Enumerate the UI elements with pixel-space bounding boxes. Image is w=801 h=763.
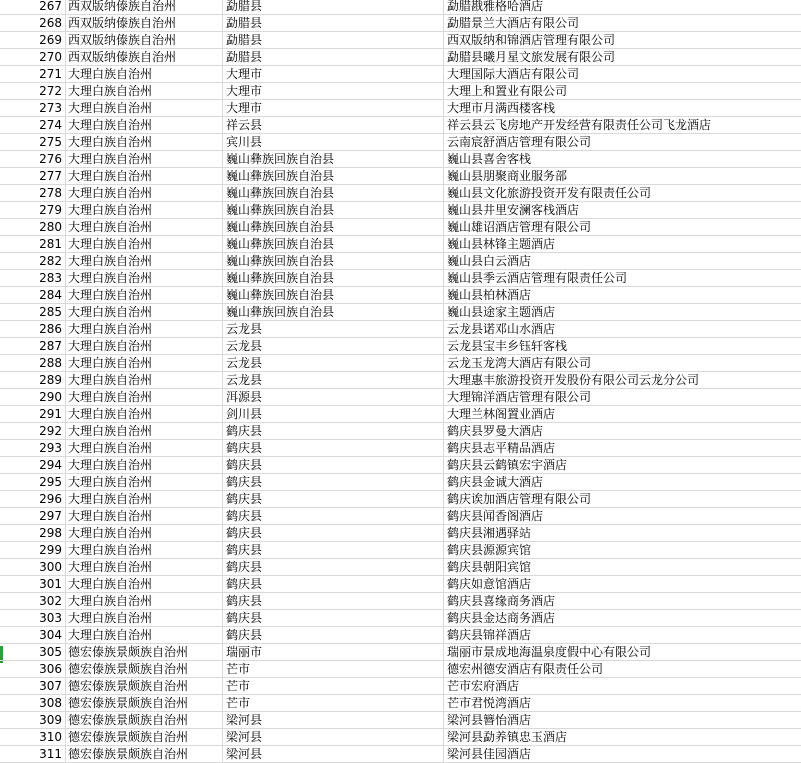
row-number-cell[interactable]: 287 xyxy=(39,339,62,353)
company-name-cell[interactable]: 芒市宏府酒店 xyxy=(447,679,520,693)
prefecture-cell[interactable]: 大理白族自治州 xyxy=(68,441,153,455)
county-cell[interactable]: 鹤庆县 xyxy=(226,458,263,472)
company-name-cell[interactable]: 鹤庆县喜缘商务酒店 xyxy=(447,594,556,608)
row-number-cell[interactable]: 271 xyxy=(39,67,62,81)
county-cell[interactable]: 勐腊县 xyxy=(226,50,263,64)
county-cell[interactable]: 芒市 xyxy=(226,679,251,693)
prefecture-cell[interactable]: 大理白族自治州 xyxy=(68,254,153,268)
table-row[interactable] xyxy=(0,712,801,729)
row-number-cell[interactable]: 307 xyxy=(39,679,62,693)
county-cell[interactable]: 鹤庆县 xyxy=(226,509,263,523)
company-name-cell[interactable]: 云龙县诺邓山水酒店 xyxy=(447,322,556,336)
company-name-cell[interactable]: 鹤庆县湘遇驿站 xyxy=(447,526,532,540)
table-row[interactable] xyxy=(0,168,801,185)
table-row[interactable] xyxy=(0,661,801,678)
prefecture-cell[interactable]: 西双版纳傣族自治州 xyxy=(68,16,177,30)
company-name-cell[interactable]: 巍山县途家主题酒店 xyxy=(447,305,556,319)
company-name-cell[interactable]: 大理国际大酒店有限公司 xyxy=(447,67,580,81)
county-cell[interactable]: 云龙县 xyxy=(226,356,263,370)
table-row[interactable] xyxy=(0,270,801,287)
prefecture-cell[interactable]: 大理白族自治州 xyxy=(68,577,153,591)
row-number-cell[interactable]: 300 xyxy=(39,560,62,574)
prefecture-cell[interactable]: 大理白族自治州 xyxy=(68,288,153,302)
prefecture-cell[interactable]: 大理白族自治州 xyxy=(68,526,153,540)
row-number-cell[interactable]: 301 xyxy=(39,577,62,591)
table-row[interactable] xyxy=(0,151,801,168)
prefecture-cell[interactable]: 大理白族自治州 xyxy=(68,560,153,574)
county-cell[interactable]: 巍山彝族回族自治县 xyxy=(226,305,335,319)
table-row[interactable] xyxy=(0,236,801,253)
company-name-cell[interactable]: 巍山县白云酒店 xyxy=(447,254,532,268)
row-number-cell[interactable]: 285 xyxy=(39,305,62,319)
table-row[interactable] xyxy=(0,627,801,644)
county-cell[interactable]: 鹤庆县 xyxy=(226,543,263,557)
prefecture-cell[interactable]: 大理白族自治州 xyxy=(68,305,153,319)
table-row[interactable] xyxy=(0,406,801,423)
county-cell[interactable]: 洱源县 xyxy=(226,390,263,404)
prefecture-cell[interactable]: 大理白族自治州 xyxy=(68,475,153,489)
table-row[interactable] xyxy=(0,423,801,440)
company-name-cell[interactable]: 鹤庆县闻香阁酒店 xyxy=(447,509,544,523)
prefecture-cell[interactable]: 大理白族自治州 xyxy=(68,407,153,421)
prefecture-cell[interactable]: 德宏傣族景颇族自治州 xyxy=(68,679,189,693)
prefecture-cell[interactable]: 西双版纳傣族自治州 xyxy=(68,0,177,13)
row-number-cell[interactable]: 305 xyxy=(39,645,62,659)
table-row[interactable] xyxy=(0,100,801,117)
company-name-cell[interactable]: 梁河县佳园酒店 xyxy=(447,747,532,761)
company-name-cell[interactable]: 大理市月满西楼客栈 xyxy=(447,101,556,115)
table-row[interactable] xyxy=(0,389,801,406)
table-row[interactable] xyxy=(0,117,801,134)
prefecture-cell[interactable]: 大理白族自治州 xyxy=(68,152,153,166)
prefecture-cell[interactable]: 大理白族自治州 xyxy=(68,458,153,472)
county-cell[interactable]: 巍山彝族回族自治县 xyxy=(226,288,335,302)
prefecture-cell[interactable]: 西双版纳傣族自治州 xyxy=(68,50,177,64)
prefecture-cell[interactable]: 大理白族自治州 xyxy=(68,186,153,200)
table-row[interactable] xyxy=(0,695,801,712)
table-row[interactable] xyxy=(0,287,801,304)
table-row[interactable] xyxy=(0,0,801,15)
row-number-cell[interactable]: 281 xyxy=(39,237,62,251)
county-cell[interactable]: 祥云县 xyxy=(226,118,263,132)
prefecture-cell[interactable]: 大理白族自治州 xyxy=(68,611,153,625)
county-cell[interactable]: 巍山彝族回族自治县 xyxy=(226,203,335,217)
table-row[interactable] xyxy=(0,355,801,372)
company-name-cell[interactable]: 巍山县井里安澜客栈酒店 xyxy=(447,203,580,217)
company-name-cell[interactable]: 西双版纳和锦酒店管理有限公司 xyxy=(447,33,616,47)
county-cell[interactable]: 鹤庆县 xyxy=(226,577,263,591)
company-name-cell[interactable]: 大理上和置业有限公司 xyxy=(447,84,568,98)
prefecture-cell[interactable]: 大理白族自治州 xyxy=(68,628,153,642)
prefecture-cell[interactable]: 大理白族自治州 xyxy=(68,373,153,387)
row-number-cell[interactable]: 278 xyxy=(39,186,62,200)
company-name-cell[interactable]: 德宏州德安酒店有限责任公司 xyxy=(447,662,604,676)
row-number-cell[interactable]: 269 xyxy=(39,33,62,47)
county-cell[interactable]: 宾川县 xyxy=(226,135,263,149)
county-cell[interactable]: 鹤庆县 xyxy=(226,611,263,625)
table-row[interactable] xyxy=(0,729,801,746)
prefecture-cell[interactable]: 大理白族自治州 xyxy=(68,509,153,523)
row-number-cell[interactable]: 306 xyxy=(39,662,62,676)
table-row[interactable] xyxy=(0,542,801,559)
row-number-cell[interactable]: 286 xyxy=(39,322,62,336)
row-number-cell[interactable]: 276 xyxy=(39,152,62,166)
county-cell[interactable]: 鹤庆县 xyxy=(226,560,263,574)
row-number-cell[interactable]: 298 xyxy=(39,526,62,540)
table-row[interactable] xyxy=(0,508,801,525)
table-row[interactable] xyxy=(0,678,801,695)
company-name-cell[interactable]: 芒市君悦湾酒店 xyxy=(447,696,532,710)
company-name-cell[interactable]: 云南宸舒酒店管理有限公司 xyxy=(447,135,592,149)
table-row[interactable] xyxy=(0,253,801,270)
company-name-cell[interactable]: 大理惠丰旅游投资开发股份有限公司云龙分公司 xyxy=(447,373,700,387)
county-cell[interactable]: 巍山彝族回族自治县 xyxy=(226,254,335,268)
company-name-cell[interactable]: 云龙玉龙湾大酒店有限公司 xyxy=(447,356,592,370)
prefecture-cell[interactable]: 大理白族自治州 xyxy=(68,67,153,81)
row-number-cell[interactable]: 273 xyxy=(39,101,62,115)
row-number-cell[interactable]: 268 xyxy=(39,16,62,30)
county-cell[interactable]: 巍山彝族回族自治县 xyxy=(226,271,335,285)
county-cell[interactable]: 巍山彝族回族自治县 xyxy=(226,169,335,183)
county-cell[interactable]: 巍山彝族回族自治县 xyxy=(226,186,335,200)
county-cell[interactable]: 勐腊县 xyxy=(226,0,263,13)
table-row[interactable] xyxy=(0,304,801,321)
row-number-cell[interactable]: 295 xyxy=(39,475,62,489)
row-number-cell[interactable]: 289 xyxy=(39,373,62,387)
row-number-cell[interactable]: 267 xyxy=(39,0,62,13)
table-row[interactable] xyxy=(0,66,801,83)
table-row[interactable] xyxy=(0,134,801,151)
row-number-cell[interactable]: 296 xyxy=(39,492,62,506)
company-name-cell[interactable]: 鹤庆县志平精品酒店 xyxy=(447,441,556,455)
row-number-cell[interactable]: 275 xyxy=(39,135,62,149)
prefecture-cell[interactable]: 大理白族自治州 xyxy=(68,322,153,336)
county-cell[interactable]: 鹤庆县 xyxy=(226,628,263,642)
table-row[interactable] xyxy=(0,610,801,627)
company-name-cell[interactable]: 巍山县柏林酒店 xyxy=(447,288,532,302)
table-row[interactable] xyxy=(0,202,801,219)
prefecture-cell[interactable]: 大理白族自治州 xyxy=(68,543,153,557)
county-cell[interactable]: 梁河县 xyxy=(226,747,263,761)
table-row[interactable] xyxy=(0,49,801,66)
row-number-cell[interactable]: 279 xyxy=(39,203,62,217)
row-number-cell[interactable]: 270 xyxy=(39,50,62,64)
prefecture-cell[interactable]: 大理白族自治州 xyxy=(68,390,153,404)
company-name-cell[interactable]: 梁河县勐养镇忠玉酒店 xyxy=(447,730,568,744)
prefecture-cell[interactable]: 德宏傣族景颇族自治州 xyxy=(68,645,189,659)
company-name-cell[interactable]: 鹤庆县云鹤镇宏宇酒店 xyxy=(447,458,568,472)
prefecture-cell[interactable]: 大理白族自治州 xyxy=(68,424,153,438)
row-number-cell[interactable]: 309 xyxy=(39,713,62,727)
county-cell[interactable]: 云龙县 xyxy=(226,339,263,353)
table-row[interactable] xyxy=(0,644,801,661)
table-row[interactable] xyxy=(0,593,801,610)
prefecture-cell[interactable]: 大理白族自治州 xyxy=(68,492,153,506)
prefecture-cell[interactable]: 大理白族自治州 xyxy=(68,169,153,183)
prefecture-cell[interactable]: 大理白族自治州 xyxy=(68,594,153,608)
row-number-cell[interactable]: 310 xyxy=(39,730,62,744)
prefecture-cell[interactable]: 德宏傣族景颇族自治州 xyxy=(68,747,189,761)
company-name-cell[interactable]: 祥云县云飞房地产开发经营有限责任公司飞龙酒店 xyxy=(447,118,712,132)
county-cell[interactable]: 鹤庆县 xyxy=(226,492,263,506)
county-cell[interactable]: 巍山彝族回族自治县 xyxy=(226,237,335,251)
county-cell[interactable]: 梁河县 xyxy=(226,730,263,744)
row-number-cell[interactable]: 299 xyxy=(39,543,62,557)
table-row[interactable] xyxy=(0,576,801,593)
row-number-cell[interactable]: 308 xyxy=(39,696,62,710)
county-cell[interactable]: 勐腊县 xyxy=(226,16,263,30)
prefecture-cell[interactable]: 大理白族自治州 xyxy=(68,84,153,98)
row-number-cell[interactable]: 294 xyxy=(39,458,62,472)
company-name-cell[interactable]: 大理锦洋酒店管理有限公司 xyxy=(447,390,592,404)
row-number-cell[interactable]: 304 xyxy=(39,628,62,642)
county-cell[interactable]: 大理市 xyxy=(226,67,263,81)
company-name-cell[interactable]: 鹤庆县金诚大酒店 xyxy=(447,475,544,489)
company-name-cell[interactable]: 大理兰林阁置业酒店 xyxy=(447,407,556,421)
row-number-cell[interactable]: 290 xyxy=(39,390,62,404)
company-name-cell[interactable]: 梁河县簪怡酒店 xyxy=(447,713,532,727)
row-number-cell[interactable]: 291 xyxy=(39,407,62,421)
county-cell[interactable]: 鹤庆县 xyxy=(226,424,263,438)
county-cell[interactable]: 剑川县 xyxy=(226,407,263,421)
table-row[interactable] xyxy=(0,457,801,474)
row-number-cell[interactable]: 284 xyxy=(39,288,62,302)
table-row[interactable] xyxy=(0,474,801,491)
company-name-cell[interactable]: 鹤庆诶加酒店管理有限公司 xyxy=(447,492,592,506)
row-number-cell[interactable]: 302 xyxy=(39,594,62,608)
table-row[interactable] xyxy=(0,559,801,576)
table-row[interactable] xyxy=(0,525,801,542)
table-row[interactable] xyxy=(0,440,801,457)
row-number-cell[interactable]: 280 xyxy=(39,220,62,234)
company-name-cell[interactable]: 勐腊戡雅格哈酒店 xyxy=(447,0,544,13)
prefecture-cell[interactable]: 西双版纳傣族自治州 xyxy=(68,33,177,47)
company-name-cell[interactable]: 巍山县林锋主题酒店 xyxy=(447,237,556,251)
county-cell[interactable]: 鹤庆县 xyxy=(226,475,263,489)
table-row[interactable] xyxy=(0,185,801,202)
company-name-cell[interactable]: 巍山县喜舍客栈 xyxy=(447,152,532,166)
company-name-cell[interactable]: 鹤庆如意馆酒店 xyxy=(447,577,532,591)
row-number-cell[interactable]: 274 xyxy=(39,118,62,132)
prefecture-cell[interactable]: 大理白族自治州 xyxy=(68,118,153,132)
row-number-cell[interactable]: 293 xyxy=(39,441,62,455)
company-name-cell[interactable]: 瑞丽市景成地海温泉度假中心有限公司 xyxy=(447,645,652,659)
prefecture-cell[interactable]: 大理白族自治州 xyxy=(68,203,153,217)
table-row[interactable] xyxy=(0,491,801,508)
prefecture-cell[interactable]: 德宏傣族景颇族自治州 xyxy=(68,696,189,710)
prefecture-cell[interactable]: 德宏傣族景颇族自治州 xyxy=(68,713,189,727)
prefecture-cell[interactable]: 德宏傣族景颇族自治州 xyxy=(68,662,189,676)
county-cell[interactable]: 云龙县 xyxy=(226,373,263,387)
prefecture-cell[interactable]: 德宏傣族景颇族自治州 xyxy=(68,730,189,744)
company-name-cell[interactable]: 勐腊县曦月星文旅发展有限公司 xyxy=(447,50,616,64)
company-name-cell[interactable]: 巍山县文化旅游投资开发有限责任公司 xyxy=(447,186,652,200)
company-name-cell[interactable]: 巍山县季云酒店管理有限责任公司 xyxy=(447,271,628,285)
company-name-cell[interactable]: 鹤庆县源源宾馆 xyxy=(447,543,532,557)
company-name-cell[interactable]: 鹤庆县金达商务酒店 xyxy=(447,611,556,625)
company-name-cell[interactable]: 鹤庆县锦祥酒店 xyxy=(447,628,532,642)
company-name-cell[interactable]: 巍山县朋聚商业服务部 xyxy=(447,169,568,183)
county-cell[interactable]: 芒市 xyxy=(226,696,251,710)
row-number-cell[interactable]: 292 xyxy=(39,424,62,438)
company-name-cell[interactable]: 鹤庆县朝阳宾馆 xyxy=(447,560,532,574)
row-number-cell[interactable]: 283 xyxy=(39,271,62,285)
row-number-cell[interactable]: 303 xyxy=(39,611,62,625)
prefecture-cell[interactable]: 大理白族自治州 xyxy=(68,271,153,285)
table-row[interactable] xyxy=(0,338,801,355)
county-cell[interactable]: 梁河县 xyxy=(226,713,263,727)
county-cell[interactable]: 瑞丽市 xyxy=(226,645,263,659)
company-name-cell[interactable]: 巍山雄诏酒店管理有限公司 xyxy=(447,220,592,234)
table-row[interactable] xyxy=(0,83,801,100)
company-name-cell[interactable]: 鹤庆县罗曼大酒店 xyxy=(447,424,544,438)
company-name-cell[interactable]: 云龙县宝丰乡钰轩客栈 xyxy=(447,339,568,353)
prefecture-cell[interactable]: 大理白族自治州 xyxy=(68,356,153,370)
county-cell[interactable]: 大理市 xyxy=(226,84,263,98)
table-row[interactable] xyxy=(0,15,801,32)
county-cell[interactable]: 云龙县 xyxy=(226,322,263,336)
county-cell[interactable]: 芒市 xyxy=(226,662,251,676)
prefecture-cell[interactable]: 大理白族自治州 xyxy=(68,135,153,149)
county-cell[interactable]: 勐腊县 xyxy=(226,33,263,47)
county-cell[interactable]: 大理市 xyxy=(226,101,263,115)
county-cell[interactable]: 鹤庆县 xyxy=(226,594,263,608)
county-cell[interactable]: 鹤庆县 xyxy=(226,441,263,455)
county-cell[interactable]: 巍山彝族回族自治县 xyxy=(226,220,335,234)
prefecture-cell[interactable]: 大理白族自治州 xyxy=(68,237,153,251)
prefecture-cell[interactable]: 大理白族自治州 xyxy=(68,220,153,234)
row-number-cell[interactable]: 272 xyxy=(39,84,62,98)
row-number-cell[interactable]: 282 xyxy=(39,254,62,268)
row-number-cell[interactable]: 297 xyxy=(39,509,62,523)
county-cell[interactable]: 巍山彝族回族自治县 xyxy=(226,152,335,166)
table-row[interactable] xyxy=(0,219,801,236)
table-row[interactable] xyxy=(0,32,801,49)
county-cell[interactable]: 鹤庆县 xyxy=(226,526,263,540)
row-number-cell[interactable]: 277 xyxy=(39,169,62,183)
company-name-cell[interactable]: 勐腊景兰大酒店有限公司 xyxy=(447,16,580,30)
row-number-cell[interactable]: 311 xyxy=(39,747,62,761)
prefecture-cell[interactable]: 大理白族自治州 xyxy=(68,101,153,115)
table-row[interactable] xyxy=(0,372,801,389)
row-number-cell[interactable]: 288 xyxy=(39,356,62,370)
table-row[interactable] xyxy=(0,746,801,763)
table-row[interactable] xyxy=(0,321,801,338)
prefecture-cell[interactable]: 大理白族自治州 xyxy=(68,339,153,353)
